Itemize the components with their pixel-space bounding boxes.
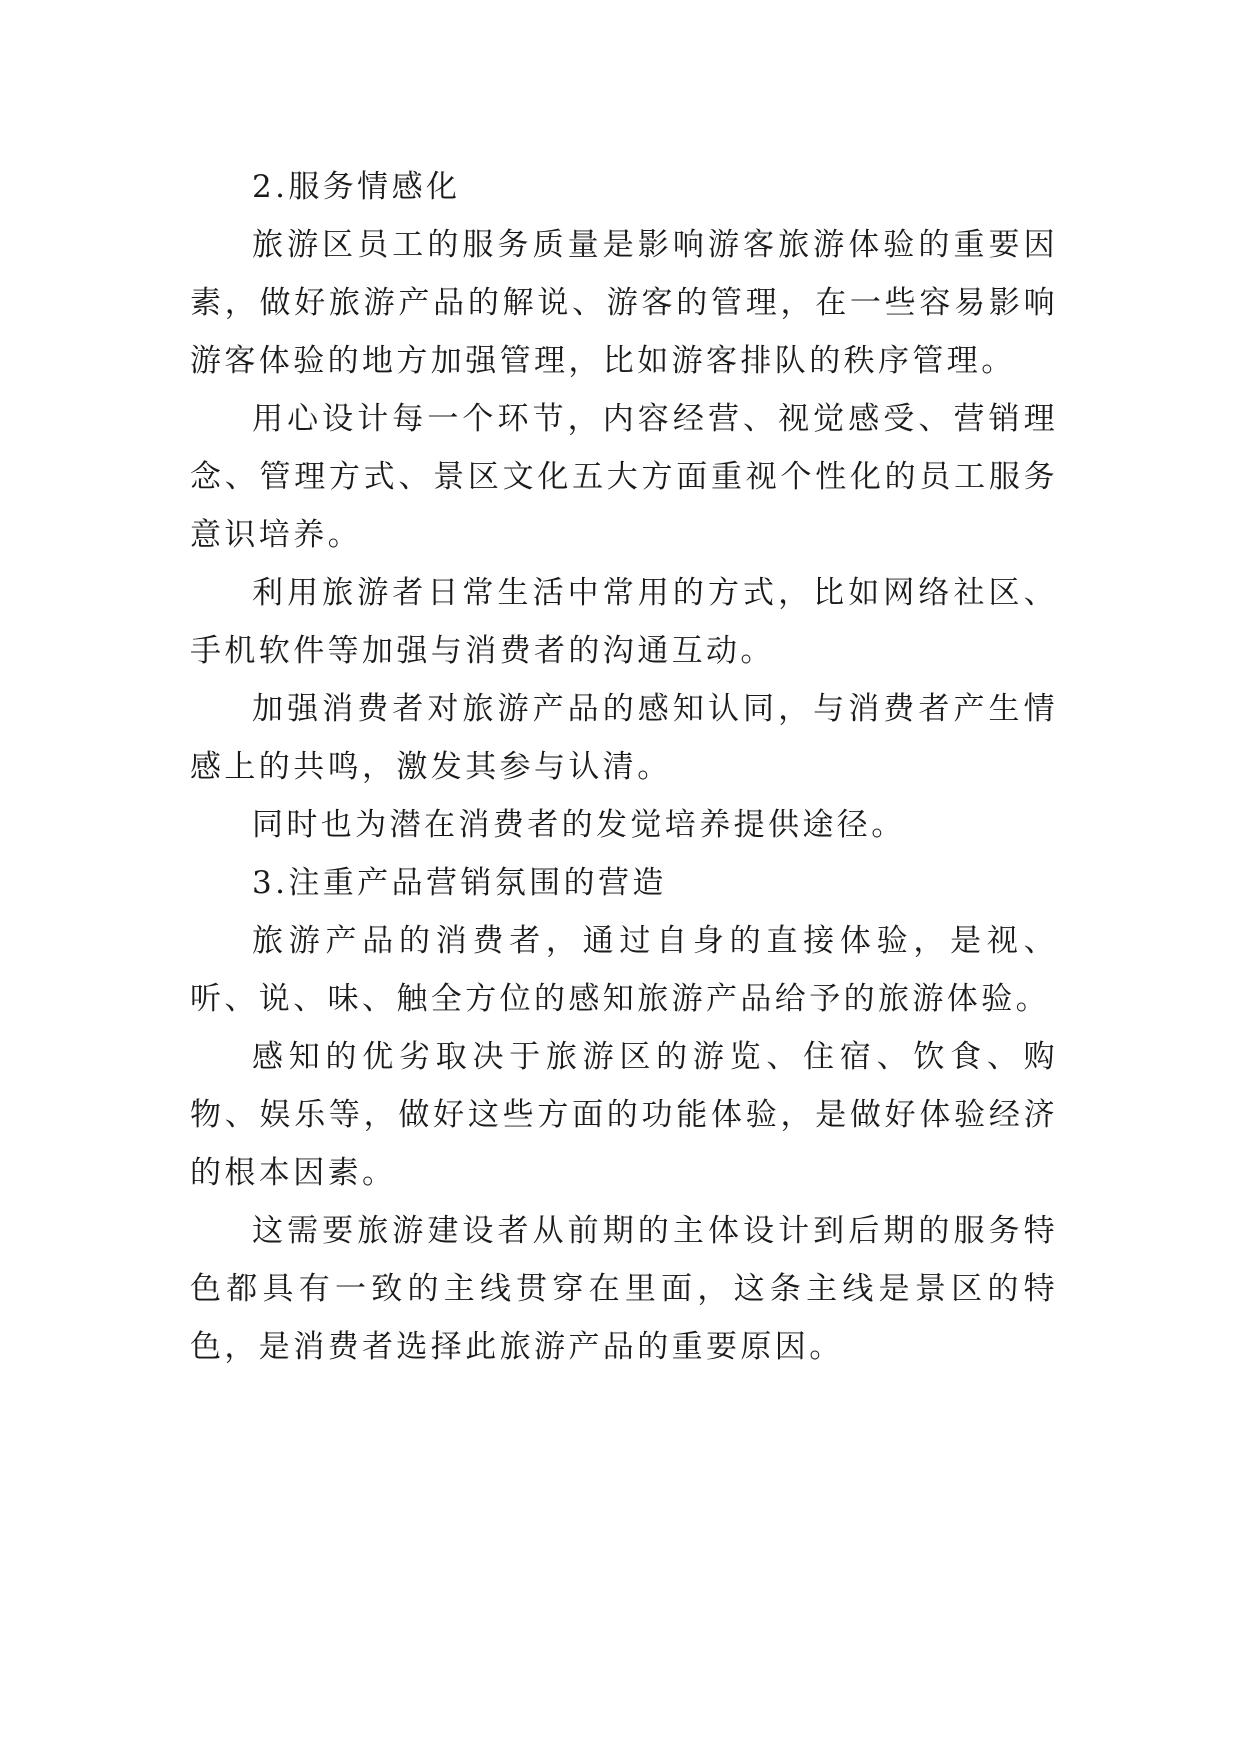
paragraph: 用心设计每一个环节，内容经营、视觉感受、营销理念、管理方式、景区文化五大方面重视个性化的员工服务意识培养。 (190, 401, 1058, 553)
paragraph: 旅游产品的消费者，通过自身的直接体验，是视、听、说、味、触全方位的感知旅游产品给予的旅游体验。 (190, 923, 1058, 1017)
paragraph: 同时也为潜在消费者的发觉培养提供途径。 (252, 807, 906, 843)
section-heading: 3.注重产品营销氛围的营造 (252, 865, 667, 901)
document-body (190, 158, 1058, 1376)
paragraph: 这需要旅游建设者从前期的主体设计到后期的服务特色都具有一致的主线贯穿在里面，这条主线是景区的特色，是消费者选择此旅游产品的重要原因。 (190, 1213, 1058, 1365)
paragraph: 感知的优劣取决于旅游区的游览、住宿、饮食、购物、娱乐等，做好这些方面的功能体验，是做好体验经济的根本因素。 (190, 1039, 1058, 1191)
section-heading: 2.服务情感化 (252, 169, 461, 205)
paragraph: 旅游区员工的服务质量是影响游客旅游体验的重要因素，做好旅游产品的解说、游客的管理，在一些容易影响游客体验的地方加强管理，比如游客排队的秩序管理。 (190, 227, 1058, 379)
paragraph: 加强消费者对旅游产品的感知认同，与消费者产生情感上的共鸣，激发其参与认清。 (190, 691, 1058, 785)
paragraph: 利用旅游者日常生活中常用的方式，比如网络社区、手机软件等加强与消费者的沟通互动。 (190, 575, 1058, 669)
